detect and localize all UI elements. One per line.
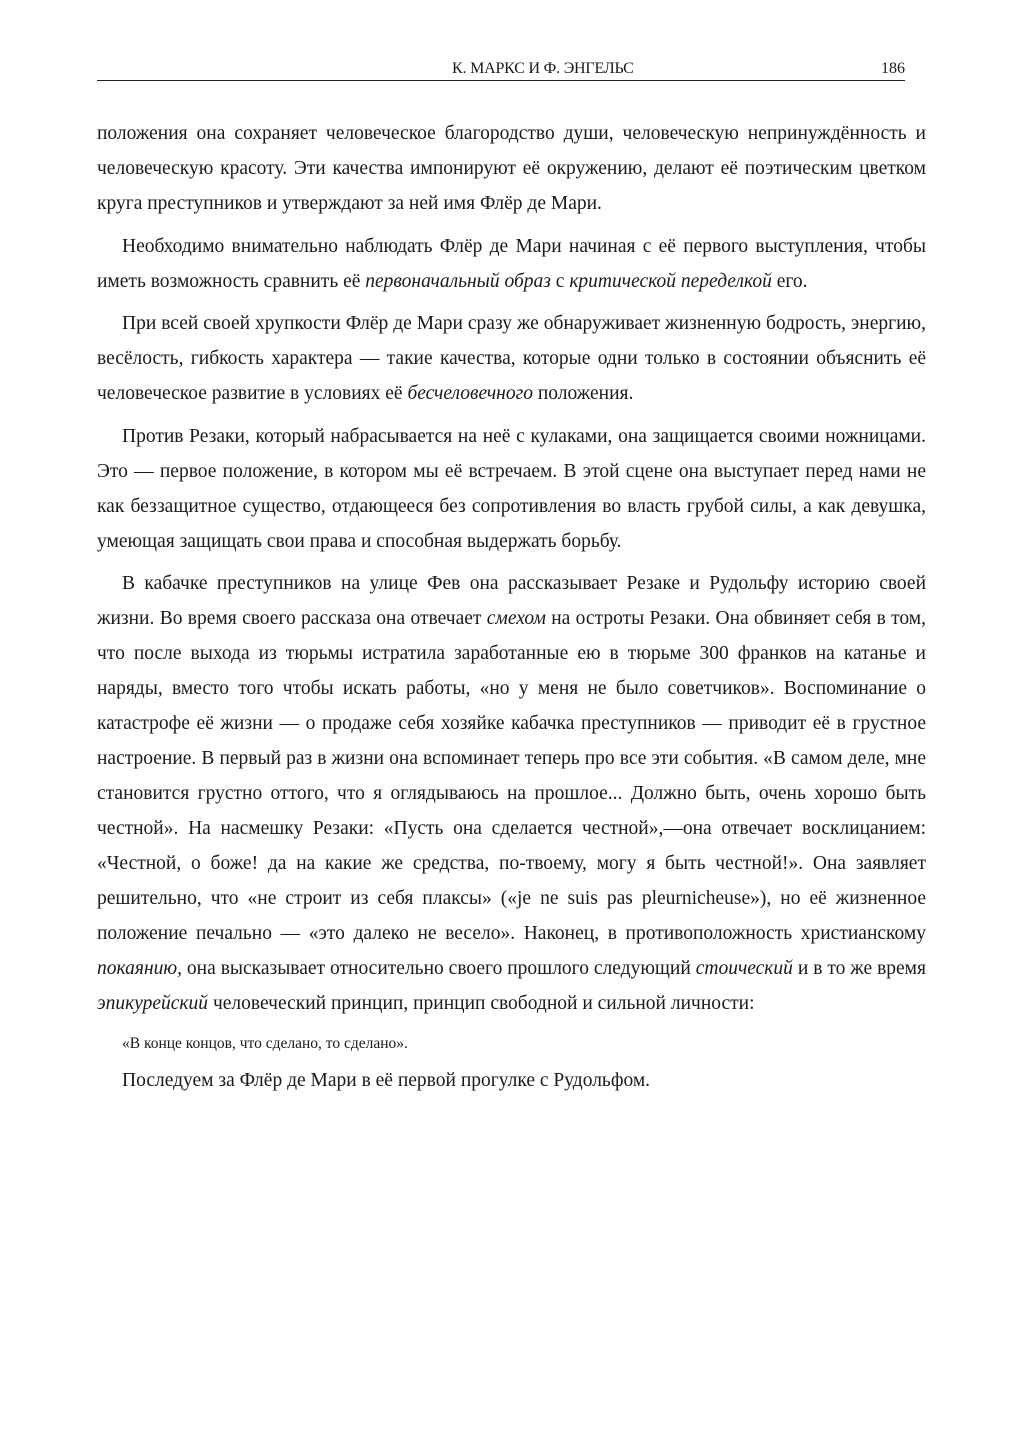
emphasis-text: критической переделкой bbox=[569, 270, 772, 292]
text-run: Необходимо внимательно наблюдать Флёр де Мари начиная с её первого выступления, чтобы иметь возможность сравнить её bbox=[97, 235, 926, 292]
emphasis-text: первоначальный образ bbox=[365, 270, 551, 292]
body-text bbox=[97, 116, 926, 1105]
body-paragraph bbox=[97, 116, 926, 221]
body-paragraph bbox=[97, 229, 926, 299]
emphasis-text: эпикурейский bbox=[97, 993, 209, 1014]
page-number: 186 bbox=[881, 60, 905, 77]
text-run: При всей своей хрупкости Флёр де Мари сразу же обнаруживает жизненную бодрость, энергию, весёлость, гибкость характера — такие качества, которые одни только в состоянии объяснить её человеческое развитие в условиях её bbox=[97, 313, 926, 404]
paragraph-list bbox=[97, 116, 926, 1021]
body-paragraph bbox=[97, 306, 926, 411]
text-run: положения. bbox=[532, 383, 634, 404]
body-paragraph bbox=[97, 566, 926, 1021]
running-header bbox=[97, 58, 905, 81]
emphasis-text: покаянию, bbox=[97, 958, 182, 979]
emphasis-text: бесчеловечного bbox=[407, 383, 533, 404]
text-run: с bbox=[550, 270, 570, 292]
text-run: человеческий принцип, принцип свободной и сильной личности: bbox=[208, 993, 755, 1014]
text-run: она высказывает относительно своего прошлого следующий bbox=[182, 958, 696, 979]
header-title: К. МАРКС И Ф. ЭНГЕЛЬС bbox=[452, 60, 634, 77]
emphasis-text: стоический bbox=[695, 958, 793, 979]
text-run: его. bbox=[771, 270, 808, 292]
block-quote: «В конце концов, что сделано, то сделано». bbox=[122, 1034, 408, 1052]
body-paragraph bbox=[97, 419, 926, 559]
text-run: и в то же время bbox=[792, 958, 926, 979]
text-run: Против Резаки, который набрасывается на неё с кулаками, она защищается своими ножницами. Это — первое положение, в котором мы её встречаем. В этой сцене она выступает перед нами не как беззащитное существо, отдающееся без сопротивления во власть грубой силы, а как девушка, умеющая защищать свои права и способная выдержать борьбу. bbox=[97, 425, 926, 552]
text-run: положения она сохраняет человеческое благородство души, человеческую непринуждённость и человеческую красоту. Эти качества импонируют её окружению, делают её поэтическим цветком круга преступников и утверждают за ней имя Флёр де Мари. bbox=[97, 123, 926, 214]
text-run: на остроты Резаки. Она обвиняет себя в том, что после выхода из тюрьмы истратила заработанные ею в тюрьме 300 франков на катанье и наряды, вместо того чтобы искать работы, «но у меня не было советчиков». Воспоминание о катастрофе её жизни — о продаже себя хозяйке кабачка преступников — приводит её в грустное настроение. В первый раз в жизни она вспоминает теперь про все эти события. «В самом деле, мне становится грустно оттого, что я оглядываюсь на прошлое... Должно быть, очень хорошо быть честной». На насмешку Резаки: «Пусть она сделается честной»,—она отвечает восклицанием: «Честной, о боже! да на какие же средства, по-твоему, могу я быть честной!». Она заявляет решительно, что «не строит из себя плаксы» («je ne suis pas pleurnicheuse»), но её жизненное положение печально — «это далеко не весело». Наконец, в противоположность христианскому bbox=[97, 608, 926, 944]
text-run: В кабачке преступников на улице Фев она рассказывает Резаке и Рудольфу историю своей жизни. Во время своего рассказа она отвечает bbox=[97, 573, 926, 629]
emphasis-text: смехом bbox=[486, 608, 546, 629]
closing-paragraph: Последуем за Флёр де Мари в её первой прогулке с Рудольфом. bbox=[122, 1069, 651, 1091]
